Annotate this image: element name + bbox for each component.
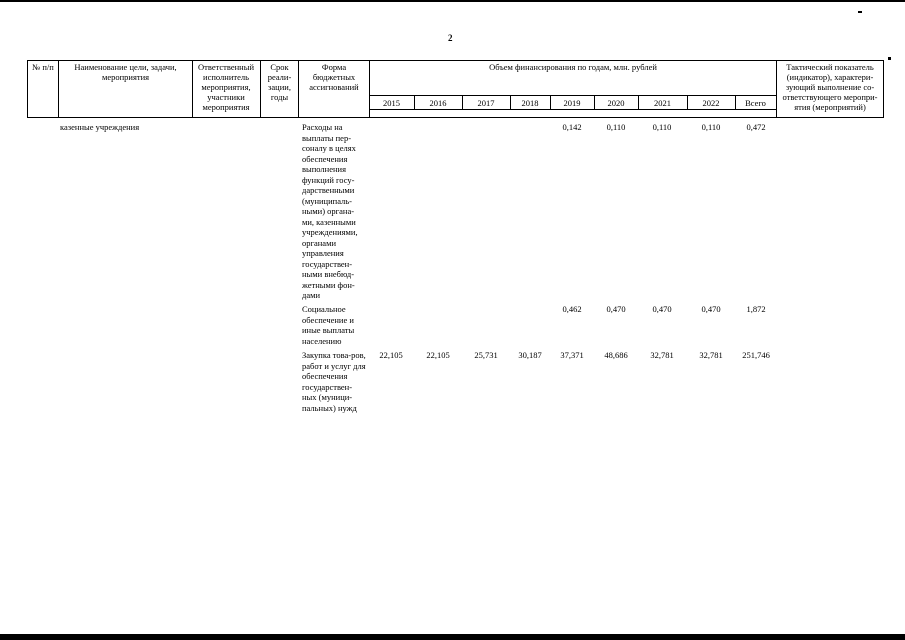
- header-financing: Объем финансирования по годам, млн. рублей: [489, 62, 657, 72]
- year-header: 2018: [521, 98, 539, 108]
- year-header: 2017: [477, 98, 495, 108]
- header-indicator: Тактический показатель (индикатор), характери-зующий выполнение со-ответствующего меропри-ятия (мероприятий): [782, 62, 878, 112]
- value-cell: 0,470: [701, 304, 721, 314]
- form-cell: Расходы на выплаты пер-соналу в целях обеспечения выполнения функций госу-дарственными (муниципаль-ными) органа-ми, казенными учреждениями, органами управления государствен-ными внебюд-жетными фон-дами: [302, 122, 358, 300]
- header-period: Срок реали-зации, годы: [267, 62, 292, 102]
- value-cell: 32,781: [650, 350, 674, 360]
- year-header: 2020: [607, 98, 625, 108]
- value-cell: 37,371: [560, 350, 584, 360]
- form-cell: Социальное обеспечение и иные выплаты населению: [302, 304, 355, 346]
- bottom-border: [0, 634, 905, 640]
- value-cell: 0,142: [562, 122, 582, 132]
- value-cell: 48,686: [604, 350, 628, 360]
- year-header: 2022: [702, 98, 720, 108]
- value-cell: 22,105: [379, 350, 403, 360]
- header-executor: Ответственный исполнитель мероприятия, участники мероприятия: [198, 62, 254, 112]
- form-cell: Закупка това-ров, работ и услуг для обеспечения государствен-ных (муници-пальных) нужд: [302, 350, 366, 413]
- page-number: 2: [448, 33, 453, 43]
- year-header: 2019: [563, 98, 581, 108]
- value-cell: 0,110: [701, 122, 721, 132]
- total-cell: 251,746: [742, 350, 770, 360]
- value-cell: 25,731: [474, 350, 498, 360]
- total-cell: 1,872: [746, 304, 766, 314]
- year-header: 2021: [654, 98, 671, 108]
- value-cell: 22,105: [426, 350, 450, 360]
- value-cell: 0,110: [652, 122, 672, 132]
- total-cell: 0,472: [746, 122, 766, 132]
- header-form: Форма бюджетных ассигнований: [309, 62, 359, 92]
- scan-mark: [888, 57, 891, 60]
- top-border: [0, 0, 905, 2]
- header-name: Наименование цели, задачи, мероприятия: [74, 62, 177, 82]
- value-cell: 0,470: [652, 304, 672, 314]
- value-cell: 32,781: [699, 350, 723, 360]
- year-header: 2015: [383, 98, 400, 108]
- total-header: Всего: [745, 98, 766, 108]
- scan-mark: [858, 11, 862, 13]
- value-cell: 0,110: [606, 122, 626, 132]
- year-header: 2016: [429, 98, 447, 108]
- name-cell: казенные учреждения: [60, 122, 140, 132]
- value-cell: 0,470: [606, 304, 626, 314]
- value-cell: 0,462: [562, 304, 582, 314]
- header-num: № п/п: [32, 62, 54, 72]
- value-cell: 30,187: [518, 350, 542, 360]
